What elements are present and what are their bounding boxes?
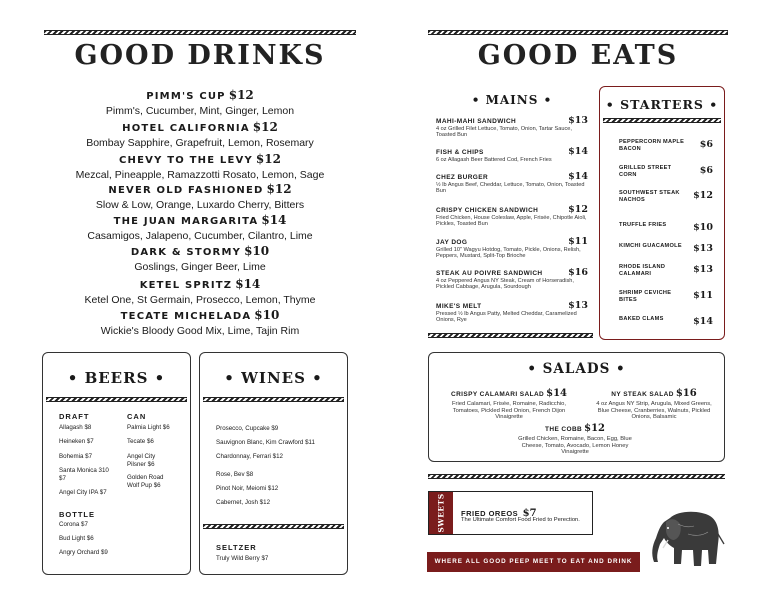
starter-name: RHODE ISLAND CALAMARI <box>619 264 666 277</box>
beers-title: • BEERS • <box>67 369 166 387</box>
drink-desc: Slow & Low, Orange, Luxardo Cherry, Bitters <box>95 199 305 211</box>
starter-price: $6 <box>699 139 713 150</box>
drink-name: THE JUAN MARGARITA <box>113 216 259 227</box>
wines-title: • WINES • <box>224 369 323 387</box>
drink-price: $10 <box>254 308 280 322</box>
salad-name: THE COBB <box>544 426 583 433</box>
starter-name: PEPPERCORN MAPLE BACON <box>619 139 685 152</box>
beer-item: Allagash $8 <box>59 424 92 431</box>
starters-title: • STARTERS • <box>605 97 719 112</box>
starter-price: $12 <box>693 190 713 201</box>
beer-item: Bud Light $6 <box>59 535 94 542</box>
main-desc: 6 oz Allagash Beer Battered Cod, French Fries <box>436 157 552 163</box>
starter-price: $10 <box>693 222 713 233</box>
drink-item <box>40 180 360 211</box>
starter-name: SOUTHWEST STEAK NACHOS <box>619 190 680 203</box>
sweets-desc: The Ultimate Comfort Food Fried to Perection. <box>461 517 580 523</box>
drink-price: $10 <box>244 244 270 258</box>
main-name: JAY DOG <box>436 239 468 246</box>
main-item <box>436 267 588 291</box>
drink-desc: Casamigos, Jalapeno, Cucumber, Cilantro, Lime <box>87 230 313 242</box>
rope-divider <box>428 333 593 338</box>
main-name: CHEZ BURGER <box>436 174 489 181</box>
salad-item <box>510 418 640 456</box>
salad-desc: Fried Calamari, Frisée, Romaine, Radicchio, Tomatoes, Pickled Red Onion, French Dijon Vinaigrette <box>451 401 567 420</box>
rope-divider <box>44 30 356 35</box>
beer-item: Tecate $6 <box>127 438 154 445</box>
drink-item <box>40 242 360 273</box>
rope-divider <box>428 474 725 479</box>
starter-item <box>619 165 713 179</box>
drink-price: $12 <box>228 88 254 102</box>
beer-item: Santa Monica 310 $7 <box>59 467 109 482</box>
wine-item: Prosecco, Cupcake $9 <box>216 425 279 432</box>
drink-item <box>40 118 360 149</box>
drink-desc: Goslings, Ginger Beer, Lime <box>134 261 266 273</box>
salad-price: $16 <box>675 388 697 399</box>
main-name: CRISPY CHICKEN SANDWICH <box>436 207 539 214</box>
main-item <box>436 115 588 139</box>
drink-name: HOTEL CALIFORNIA <box>122 123 250 134</box>
bottle-heading: BOTTLE <box>59 510 95 519</box>
salad-item <box>590 383 718 421</box>
drink-price: $12 <box>266 182 292 196</box>
eats-title: GOOD EATS <box>477 40 679 71</box>
main-desc: Pressed ½ lb Angus Patty, Melted Cheddar, Caramelized Onions, Rye <box>436 311 577 324</box>
starter-price: $14 <box>693 316 713 327</box>
salad-desc: Grilled Chicken, Romaine, Bacon, Egg, Blue Cheese, Tomato, Avocado, Lemon Honey Vinaigrette <box>518 436 632 455</box>
starter-price: $13 <box>693 243 713 254</box>
mains-title: • MAINS • <box>471 93 553 107</box>
salad-name: CRISPY CALAMARI SALAD <box>450 391 545 398</box>
elephant-icon <box>648 504 728 576</box>
beer-item: Heineken $7 <box>59 438 94 445</box>
beer-item: Angry Orchard $9 <box>59 549 108 556</box>
drink-name: PIMM'S CUP <box>146 91 226 102</box>
salad-name: NY STEAK SALAD <box>611 391 674 398</box>
wine-item: Chardonnay, Ferrari $12 <box>216 453 283 460</box>
main-price: $11 <box>568 236 588 247</box>
starter-item <box>619 290 713 304</box>
main-desc: 4 oz Peppered Angus NY Steak, Cream of Horseradish, Pickled Cabbage, Arugula, Sourdough <box>436 278 574 291</box>
main-desc: Fried Chicken, House Coleslaw, Apple, Frisée, Chipotle Aioli, Pickles, Toasted Bun <box>436 215 587 228</box>
main-item <box>436 171 588 195</box>
wine-item: Pinot Noir, Meiomi $12 <box>216 485 279 492</box>
drink-item <box>40 211 360 242</box>
drink-desc: Ketel One, St Germain, Prosecco, Lemon, Thyme <box>84 294 316 306</box>
salad-price: $14 <box>546 388 568 399</box>
rope-divider <box>428 30 728 35</box>
main-item <box>436 146 588 163</box>
main-price: $12 <box>568 204 588 215</box>
drink-price: $12 <box>255 152 281 166</box>
wines-panel <box>199 352 348 575</box>
rope-divider <box>46 397 187 402</box>
beer-item: Corona $7 <box>59 521 88 528</box>
starter-item <box>619 190 713 204</box>
wine-item: Cabernet, Josh $12 <box>216 499 271 506</box>
drink-name: KETEL SPRITZ <box>139 280 233 291</box>
can-heading: CAN <box>127 412 147 421</box>
sweets-name: FRIED OREOS <box>461 509 519 518</box>
drink-price: $14 <box>235 277 261 291</box>
tagline-bar: WHERE ALL GOOD PEEP MEET TO EAT AND DRINK <box>427 552 640 572</box>
drink-desc: Bombay Sapphire, Grapefruit, Lemon, Rosemary <box>86 137 314 149</box>
seltzer-heading: SELTZER <box>216 543 257 552</box>
sweets-label: SWEETS <box>436 493 446 533</box>
starter-item <box>619 243 713 254</box>
salad-desc: 4 oz Angus NY Strip, Arugula, Mixed Greens, Blue Cheese, Cranberries, Walnuts, Pickled Onions, Balsamic <box>596 401 712 420</box>
starter-price: $13 <box>693 264 713 275</box>
wine-item: Sauvignon Blanc, Kim Crawford $11 <box>216 439 315 446</box>
starter-name: KIMCHI GUACAMOLE <box>619 243 682 249</box>
main-price: $16 <box>568 267 588 278</box>
drink-name: NEVER OLD FASHIONED <box>108 185 264 196</box>
drink-item <box>40 150 360 181</box>
drink-price: $14 <box>261 213 287 227</box>
salads-title: • SALADS • <box>527 361 626 377</box>
starter-item <box>619 264 713 278</box>
main-price: $14 <box>568 171 588 182</box>
draft-heading: DRAFT <box>59 412 90 421</box>
drink-desc: Wickie's Bloody Good Mix, Lime, Tajin Rim <box>100 325 300 337</box>
drink-desc: Pimm's, Cucumber, Mint, Ginger, Lemon <box>105 105 295 117</box>
starter-item <box>619 139 713 153</box>
main-item <box>436 236 588 260</box>
beer-item: Golden Road Wolf Pup $6 <box>127 474 164 489</box>
main-name: MIKE'S MELT <box>436 303 482 310</box>
drink-price: $12 <box>252 120 278 134</box>
wine-item: Rose, Bev $8 <box>216 471 254 478</box>
beer-item: Bohemia $7 <box>59 453 93 460</box>
drink-item <box>40 306 360 337</box>
main-desc: ½ lb Angus Beef, Cheddar, Lettuce, Tomato, Onion, Toasted Bun <box>436 182 585 195</box>
sweets-price: $7 <box>522 508 537 519</box>
seltzer-item: Truly Wild Berry $7 <box>216 555 269 562</box>
salad-item <box>444 383 574 421</box>
starter-price: $11 <box>693 290 713 301</box>
main-name: FISH & CHIPS <box>436 149 484 156</box>
main-desc: 4 oz Grilled Filet Lettuce, Tomato, Onion, Tartar Sauce, Toasted Bun <box>436 126 572 139</box>
starter-name: BAKED CLAMS <box>619 316 664 322</box>
drink-item <box>40 275 360 306</box>
main-item <box>436 204 588 228</box>
drink-name: CHEVY TO THE LEVY <box>119 155 253 166</box>
main-name: MAHI-MAHI SANDWICH <box>436 118 517 125</box>
drink-name: TECATE MICHELADA <box>120 311 252 322</box>
main-desc: Grilled 10" Wagyu Hotdog, Tomato, Pickle, Onions, Relish, Peppers, Mustard, Split-Top Brioche <box>436 247 581 260</box>
main-name: STEAK AU POIVRE SANDWICH <box>436 270 543 277</box>
drinks-title: GOOD DRINKS <box>74 40 326 71</box>
main-price: $14 <box>568 146 588 157</box>
drink-name: DARK & STORMY <box>130 247 242 258</box>
main-price: $13 <box>568 115 588 126</box>
starter-name: GRILLED STREET CORN <box>619 165 672 178</box>
starter-name: SHRIMP CEVICHE BITES <box>619 290 672 303</box>
rope-divider <box>203 524 344 529</box>
starter-item <box>619 316 713 327</box>
main-price: $13 <box>568 300 588 311</box>
rope-divider <box>203 397 344 402</box>
drink-item <box>40 86 360 117</box>
main-item <box>436 300 588 324</box>
beer-item: Angel City IPA $7 <box>59 489 107 496</box>
rope-divider <box>603 118 721 123</box>
starter-name: TRUFFLE FRIES <box>619 222 667 228</box>
beer-item: Palmia Light $6 <box>127 424 170 431</box>
sweets-tab <box>429 492 453 534</box>
starter-price: $6 <box>699 165 713 176</box>
drink-desc: Mezcal, Pineapple, Ramazzotti Rosato, Lemon, Sage <box>75 169 325 181</box>
beer-item: Angel City Pilsner $6 <box>127 453 156 468</box>
salad-price: $12 <box>584 423 606 434</box>
starter-item <box>619 222 713 233</box>
